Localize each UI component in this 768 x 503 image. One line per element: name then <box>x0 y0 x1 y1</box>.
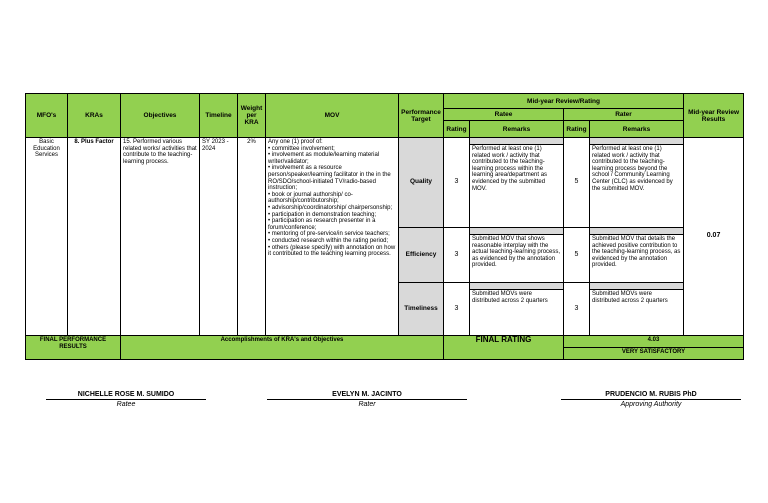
header-timeline: Timeline <box>200 94 238 138</box>
approving-authority-signature <box>561 391 741 408</box>
efficiency-ratee-rating: 3 <box>444 228 470 283</box>
signatory-role: Approving Authority <box>620 401 682 408</box>
signatory-role: Rater <box>358 401 376 408</box>
mov-item: • committee involvement; <box>268 145 335 152</box>
mov-item: • advisorship/coordinatorship/ chairpersonship; <box>268 204 393 211</box>
timeline-cell: SY 2023 - 2024 <box>200 138 238 336</box>
header-ratee-remarks: Remarks <box>470 121 564 138</box>
timeliness-rater-rating: 3 <box>564 283 590 336</box>
mov-list <box>268 146 396 258</box>
criterion-timeliness: Timeliness <box>399 283 444 336</box>
header-kras: KRAs <box>68 94 121 138</box>
header-weight: Weight per KRA <box>238 94 266 138</box>
mfo-cell: Basic Education Services <box>26 138 68 336</box>
header-midyear-results: Mid-year Review Results <box>684 94 744 138</box>
remark-text: Submitted MOV that details the achieved positive contribution to the teaching-learning process, as evidenced by the annotation provided. <box>592 236 681 269</box>
mov-intro: Any one (1) proof of: <box>268 139 323 145</box>
remark-text: Performed at least one (1) related work / activity that contributed to the teaching-learning process within the learning area/department as evidenced by the submitted MOV. <box>472 146 548 192</box>
remark-text: Submitted MOV that shows reasonable interplay with the actual teaching-learning process, as evidenced by the annotation provided. <box>472 236 561 269</box>
timeliness-rater-remark <box>590 283 684 336</box>
efficiency-rater-remark <box>590 228 684 283</box>
remark-text: Performed at least one (1) related work / activity that contributed to the teaching-learning process beyond the school / Community Learning Center (CLC) as evidenced by the submitted MOV. <box>592 146 673 192</box>
timeliness-ratee-rating: 3 <box>444 283 470 336</box>
final-performance-results-label: FINAL PERFORMANCE RESULTS <box>26 336 121 360</box>
efficiency-ratee-remark <box>470 228 564 283</box>
header-rater: Rater <box>564 109 684 121</box>
mov-item: • conducted research within the rating period; <box>268 237 389 244</box>
header-objectives: Objectives <box>121 94 200 138</box>
accomplishments-label: Accomplishments of KRA's and Objectives <box>121 336 444 360</box>
mov-item: • mentoring of pre-service/in service teachers; <box>268 231 390 238</box>
objective-cell: 15. Performed various related works/ activities that contribute to the teaching-learning process. <box>121 138 200 336</box>
timeliness-ratee-remark <box>470 283 564 336</box>
quality-ratee-rating: 3 <box>444 138 470 228</box>
quality-rater-rating: 5 <box>564 138 590 228</box>
final-rating-label: FINAL RATING <box>444 336 564 360</box>
efficiency-rater-rating: 5 <box>564 228 590 283</box>
mov-item: • participation as research presenter in a forum/conference; <box>268 218 376 231</box>
kra-cell: 8. Plus Factor <box>68 138 121 336</box>
mov-cell <box>266 138 399 336</box>
weight-cell: 2% <box>238 138 266 336</box>
header-mfo: MFO's <box>26 94 68 138</box>
header-mov: MOV <box>266 94 399 138</box>
signatory-role: Ratee <box>116 401 136 408</box>
mov-item: • involvement as a resource person/speaker/learning facilitator in the in the RO/SDO/school-initiated TV/radio-based instruction; <box>268 165 391 192</box>
header-rater-remarks: Remarks <box>590 121 684 138</box>
adjectival-rating: VERY SATISFACTORY <box>564 348 744 360</box>
remark-text: Submitted MOVs were distributed across 2 quarters <box>472 291 548 304</box>
mov-item: • others (please specify) with annotation on how it contributed to the teaching learning process. <box>268 244 396 258</box>
quality-rater-remark <box>590 138 684 228</box>
rater-signature <box>267 391 467 408</box>
final-score: 4.03 <box>564 336 744 348</box>
signatory-name: NICHELLE ROSE M. SUMIDO <box>46 391 206 400</box>
criterion-quality: Quality <box>399 138 444 228</box>
mov-item: • involvement as module/learning material writer/validator; <box>268 152 380 165</box>
midyear-result: 0.07 <box>684 138 744 336</box>
criterion-efficiency: Efficiency <box>399 228 444 283</box>
signatory-name: PRUDENCIO M. RUBIS PhD <box>561 391 741 400</box>
header-rater-rating: Rating <box>564 121 590 138</box>
header-performance-target: Performance Target <box>399 94 444 138</box>
mov-item: • participation in demonstration teaching; <box>268 211 377 218</box>
header-ratee-rating: Rating <box>444 121 470 138</box>
quality-ratee-remark <box>470 138 564 228</box>
header-midyear-review: Mid-year Review/Rating <box>444 94 684 109</box>
signatory-name: EVELYN M. JACINTO <box>267 391 467 400</box>
midyear-review-table <box>25 93 744 360</box>
header-ratee: Ratee <box>444 109 564 121</box>
remark-text: Submitted MOVs were distributed across 2 quarters <box>592 291 668 304</box>
ratee-signature <box>46 391 206 408</box>
mov-item: • book or journal authorship/ co-authorship/contributorship; <box>268 191 353 205</box>
